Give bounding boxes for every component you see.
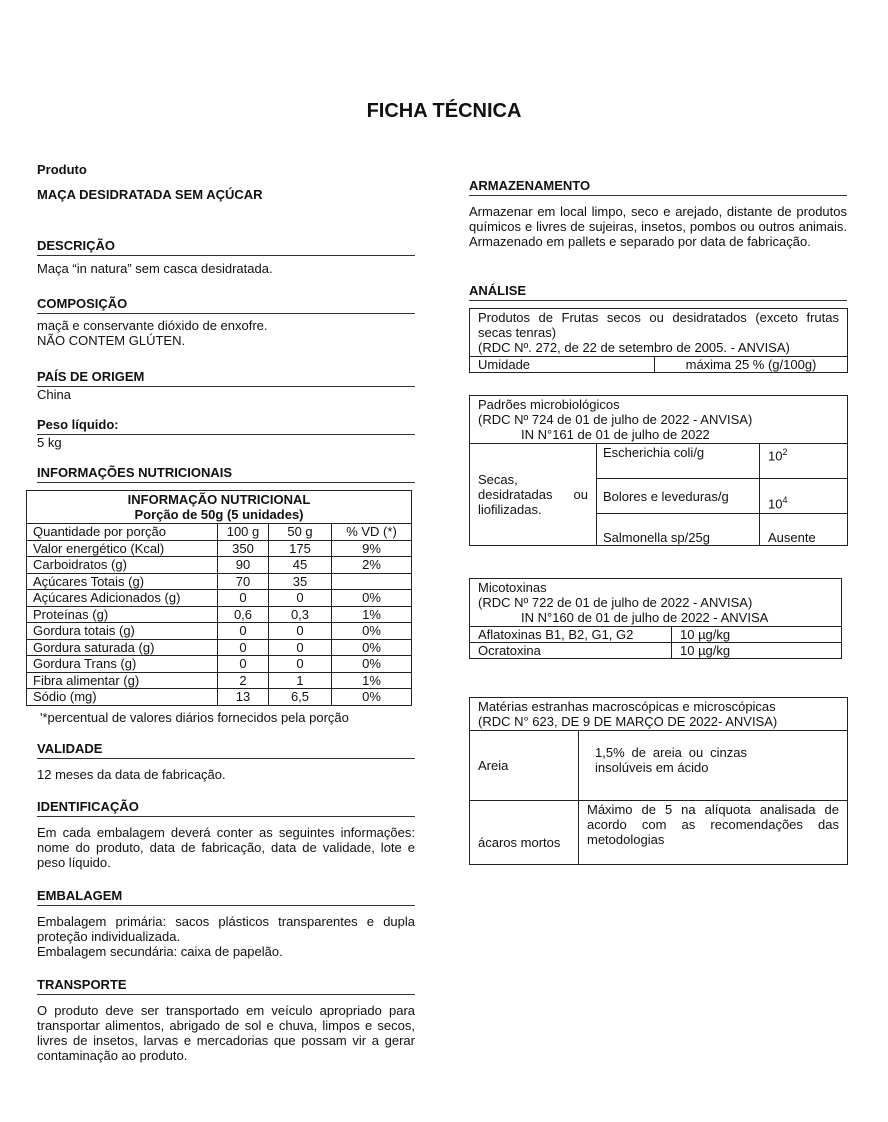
micotoxinas-value-0: 10 µg/kg [672,627,842,643]
identificacao-heading: IDENTIFICAÇÃO [37,799,415,817]
transporte-text: O produto deve ser transportado em veículo apropriado para transportar alimentos, abrigado de sol e chuva, limpos e secos, livres de insetos, larvas e mercadorias que possam vir a gerar contaminação ao produto. [37,1003,415,1063]
materias-title: Matérias estranhas macroscópicas e microscópicas [478,699,776,714]
embalagem-line1: Embalagem primária: sacos plásticos transparentes e dupla proteção individualizada. [37,914,415,944]
value-vd: 1% [332,606,412,623]
origem-text: China [37,387,71,402]
value-vd: 0% [332,656,412,673]
micotoxinas-ref1: (RDC Nº 722 de 01 de julho de 2022 - ANVISA) [478,595,753,610]
page-title: FICHA TÉCNICA [366,100,522,122]
value-50g: 0 [269,639,332,656]
section-validade [37,741,415,782]
value-50g: 1 [269,672,332,689]
nutrient-name: Gordura Trans (g) [27,656,218,673]
section-identificacao [37,799,415,870]
validade-text: 12 meses da data de fabricação. [37,767,226,782]
micotoxinas-table [469,578,842,659]
micro-param-2: Salmonella sp/25g [597,514,760,546]
micro-param-1: Bolores e leveduras/g [597,479,760,514]
origem-heading: PAÍS DE ORIGEM [37,369,415,387]
value-100g: 0 [218,590,269,607]
value-100g: 70 [218,573,269,590]
validade-heading: VALIDADE [37,741,415,759]
nutrient-name: Carboidratos (g) [27,557,218,574]
umidade-table [469,308,848,373]
nutrient-name: Valor energético (Kcal) [27,540,218,557]
micro-title: Padrões microbiológicos [478,397,620,412]
materias-table [469,697,848,865]
value-100g: 90 [218,557,269,574]
value-vd: 1% [332,672,412,689]
micro-value-1: $10^4$ [760,479,848,514]
value-50g: 6,5 [269,689,332,706]
nutrient-name: Açúcares Totais (g) [27,573,218,590]
nutrition-row [27,540,412,557]
nutricional-heading: INFORMAÇÕES NUTRICIONAIS [37,465,415,483]
umidade-ref: (RDC Nº. 272, de 22 de setembro de 2005. - ANVISA) [478,340,790,355]
value-vd: 0% [332,689,412,706]
nutrition-row [27,656,412,673]
value-100g: 0,6 [218,606,269,623]
value-100g: 13 [218,689,269,706]
nutrition-row [27,623,412,640]
nutrition-row [27,639,412,656]
micotoxinas-ref2: IN N°160 de 01 de julho de 2022 - ANVISA [521,610,769,625]
embalagem-line2: Embalagem secundária: caixa de papelão. [37,944,283,959]
materias-value-0: 1,5% de areia ou cinzas insolúveis em ácido [579,731,848,801]
umidade-value: máxima 25 % (g/100g) [655,357,848,373]
peso-heading: Peso líquido: [37,417,415,435]
value-100g: 2 [218,672,269,689]
nutrition-row [27,590,412,607]
nutrition-footnote: '*percentual de valores diários fornecidos pela porção [40,710,349,725]
nutrition-table [26,490,412,706]
micotoxinas-param-1: Ocratoxina [470,643,672,659]
materias-value-1: Máximo de 5 na alíquota analisada de acordo com as recomendações das metodologias [579,801,848,865]
micro-category: Secas, desidratadas ou liofilizadas. [470,444,597,546]
value-50g: 0 [269,590,332,607]
peso-text: 5 kg [37,435,62,450]
value-100g: 350 [218,540,269,557]
section-transporte [37,977,415,1063]
nutrition-row [27,573,412,590]
nutrient-name: Fibra alimentar (g) [27,672,218,689]
value-vd: 0% [332,639,412,656]
value-50g: 175 [269,540,332,557]
value-50g: 0,3 [269,606,332,623]
nutrient-name: Gordura saturada (g) [27,639,218,656]
micotoxinas-value-1: 10 µg/kg [672,643,842,659]
materias-ref: (RDC N° 623, DE 9 DE MARÇO DE 2022- ANVISA) [478,714,778,729]
product-name: MAÇA DESIDRATADA SEM AÇÚCAR [37,187,263,202]
nutrition-table-title: INFORMAÇÃO NUTRICIONAL Porção de 50g (5 unidades) [27,491,412,524]
nutrient-name: Proteínas (g) [27,606,218,623]
section-origem [37,369,415,402]
nutrient-name: Sódio (mg) [27,689,218,706]
nutrition-row [27,557,412,574]
value-vd [332,573,412,590]
micro-value-0: $10^2$ [760,444,848,479]
umidade-param: Umidade [470,357,655,373]
descricao-heading: DESCRIÇÃO [37,238,415,256]
section-embalagem [37,888,415,959]
value-vd: 2% [332,557,412,574]
value-100g: 0 [218,623,269,640]
embalagem-heading: EMBALAGEM [37,888,415,906]
nutrient-name: Açúcares Adicionados (g) [27,590,218,607]
descricao-text: Maça “in natura” sem casca desidratada. [37,261,273,276]
value-50g: 0 [269,623,332,640]
micro-ref1: (RDC Nº 724 de 01 de julho de 2022 - ANVISA) [478,412,753,427]
micro-value-2: Ausente [760,514,848,546]
armazenamento-text: Armazenar em local limpo, seco e arejado, distante de produtos químicos e livres de sujeiras, insetos, pombos ou outros animais. Armazenado em pallets e separado por data de fabricação. [469,204,847,249]
nutrient-name: Gordura totais (g) [27,623,218,640]
micotoxinas-title: Micotoxinas [478,580,547,595]
section-peso [37,417,415,450]
value-100g: 0 [218,639,269,656]
value-vd: 9% [332,540,412,557]
composicao-line1: maçã e conservante dióxido de enxofre. [37,318,268,333]
armazenamento-heading: ARMAZENAMENTO [469,178,847,196]
value-vd: 0% [332,623,412,640]
value-100g: 0 [218,656,269,673]
micotoxinas-param-0: Aflatoxinas B1, B2, G1, G2 [470,627,672,643]
umidade-title: Produtos de Frutas secos ou desidratados (exceto frutas secas tenras) [478,310,839,340]
analise-heading: ANÁLISE [469,283,847,301]
nutrition-row [27,672,412,689]
value-50g: 45 [269,557,332,574]
section-armazenamento [469,178,847,249]
identificacao-text: Em cada embalagem deverá conter as seguintes informações: nome do produto, data de fabricação, data de validade, lote e peso líquido. [37,825,415,870]
section-analise [469,283,847,301]
nutrition-row [27,689,412,706]
composicao-heading: COMPOSIÇÃO [37,296,415,314]
value-50g: 0 [269,656,332,673]
section-composicao [37,296,415,348]
micro-table [469,395,848,546]
value-vd: 0% [332,590,412,607]
section-descricao [37,238,415,276]
value-50g: 35 [269,573,332,590]
section-nutricional [37,465,415,483]
materias-param-0: Areia [470,731,579,801]
micro-param-0: Escherichia coli/g [597,444,760,479]
materias-param-1: ácaros mortos [470,801,579,865]
micro-ref2: IN N°161 de 01 de julho de 2022 [521,427,710,442]
composicao-line2: NÃO CONTEM GLÚTEN. [37,333,186,348]
product-label: Produto [37,162,87,177]
transporte-heading: TRANSPORTE [37,977,415,995]
nutrition-row [27,606,412,623]
nutrition-header-row: Quantidade por porção 100 g 50 g % VD (*) [27,524,412,541]
